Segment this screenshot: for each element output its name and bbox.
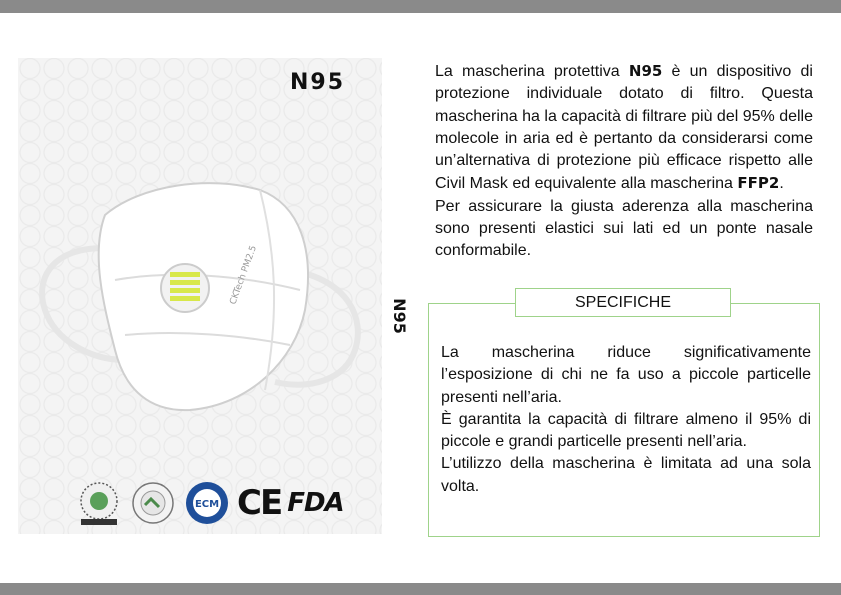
ce-mark: CE (237, 483, 282, 523)
european-tech-institute-seal-icon (75, 479, 123, 527)
specs-list (441, 342, 811, 498)
side-label: N95 (390, 298, 410, 334)
mask-print-text: CKTech PM2.5 (228, 244, 260, 307)
specs-heading: SPECIFICHE (515, 288, 731, 317)
spec-item: L’utilizzo della mascherina è limitata ad una sola volta. (441, 455, 811, 495)
intro-text (435, 60, 813, 263)
certification-row (75, 476, 344, 530)
ecm-label: ECM (194, 499, 220, 510)
intro-paragraph-2: Per assicurare la giusta aderenza alla mascherina sono presenti elastici sui lati ed un ponte nasale conformabile. (435, 197, 813, 260)
fda-mark: FDA (287, 488, 344, 518)
bottom-bar (0, 583, 841, 595)
certificate-seal-icon (129, 479, 177, 527)
mask-image (30, 160, 370, 420)
top-bar (0, 0, 841, 13)
intro-paragraph-1: La mascherina protettiva N95 è un dispositivo di protezione individuale dotato di filtro. Questa mascherina ha la capacità di filtrare più del 95% delle molecole in aria ed è pertanto da considerarsi come un’alternativa di protezione più efficace rispetto alle Civil Mask ed equivalente alla mascherina FFP2. (435, 62, 813, 193)
product-title: N95 (290, 70, 346, 95)
ecm-seal-icon (183, 479, 231, 527)
spec-item: La mascherina riduce significativamente l’esposizione di chi ne fa uso a piccole particelle presenti nell’aria. (441, 344, 811, 406)
spec-item: È garantita la capacità di filtrare almeno il 95% di piccole e grandi particelle presenti nell’aria. (441, 410, 811, 451)
